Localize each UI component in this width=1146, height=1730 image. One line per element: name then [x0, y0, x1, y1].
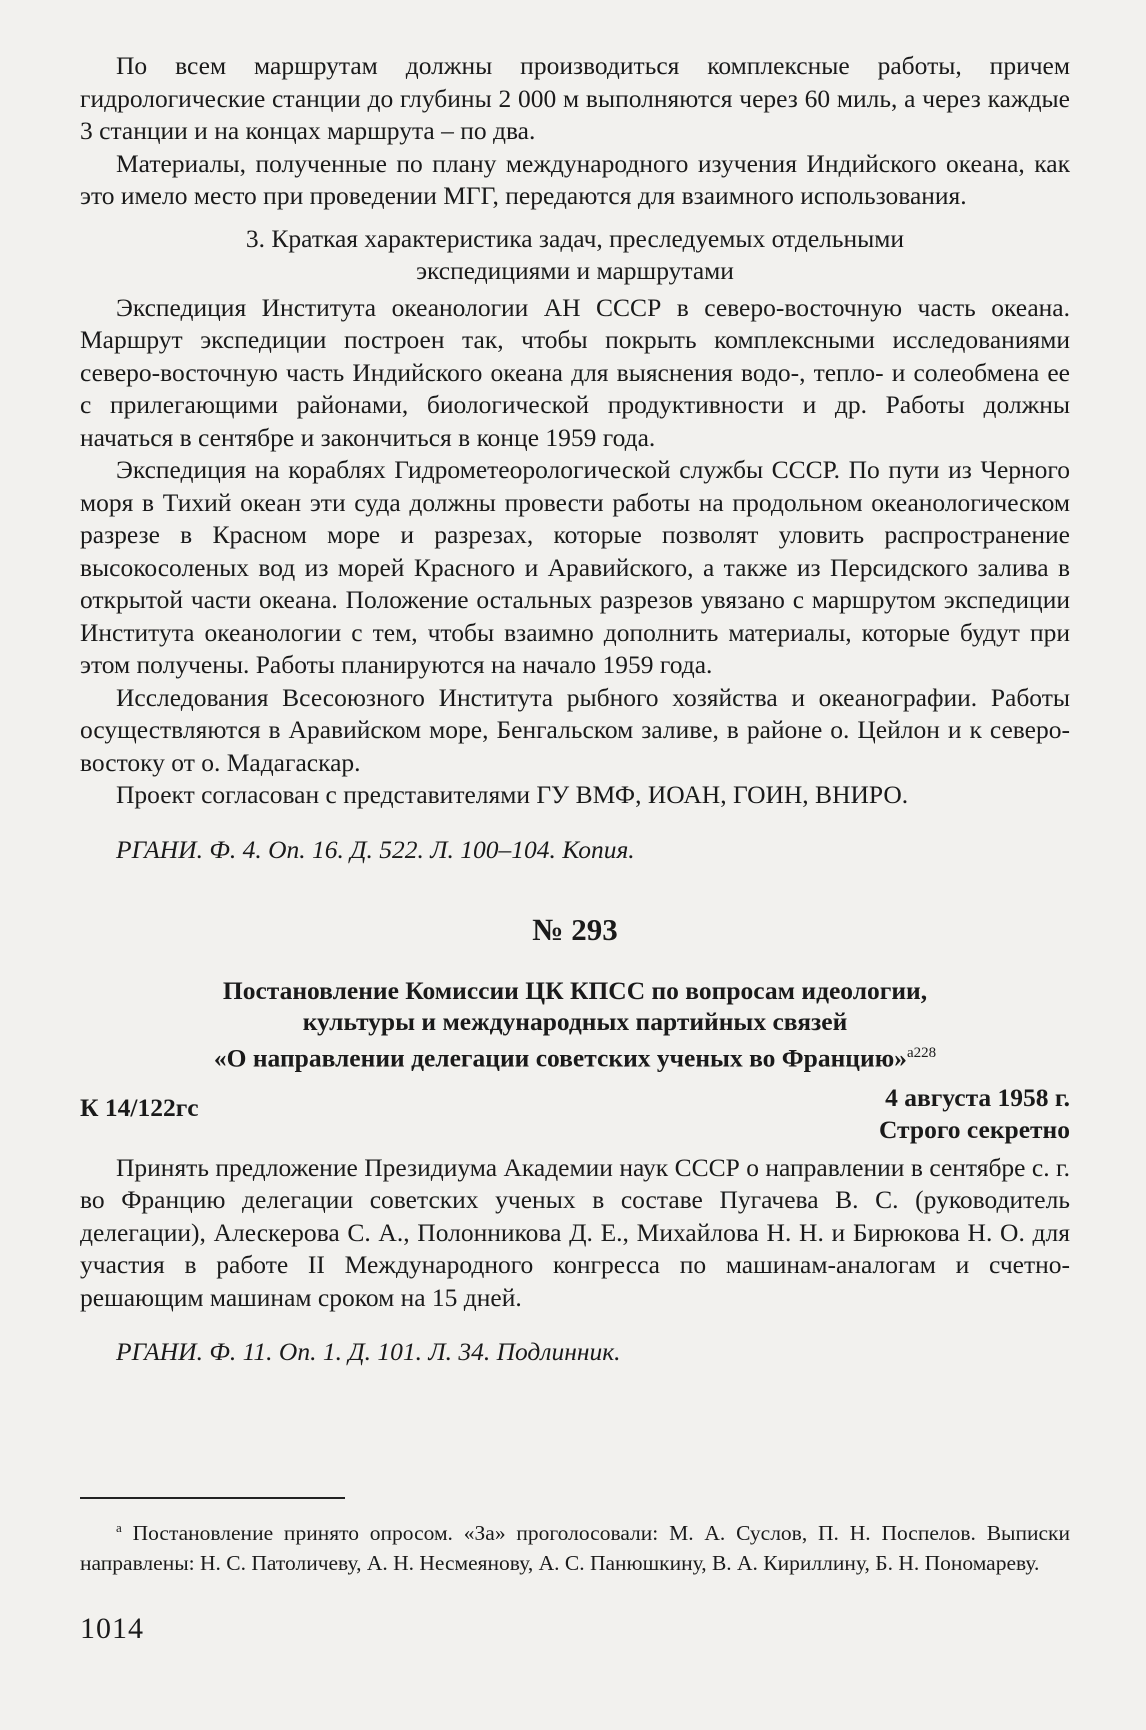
document-date-block	[879, 1082, 1070, 1147]
paragraph: Проект согласован с представителями ГУ ВМФ, ИОАН, ГОИН, ВНИРО.	[116, 780, 909, 809]
footnote	[80, 1513, 1070, 1578]
document-title-line: Постановление Комиссии ЦК КПСС по вопросам идеологии,	[222, 975, 928, 1005]
footnote-reference: а228	[906, 1044, 937, 1061]
document-number: № 293	[532, 912, 618, 947]
document-title	[80, 975, 1070, 1074]
document-body: Принять предложение Президиума Академии наук СССР о направлении в сентябре с. г. во Францию делегации советских ученых в составе Пугачева В. С. (руководитель делегации), Алескерова С. А., Полонникова Д. Е., Михайлова Н. Н. и Бирюкова Н. О. для участия в работе II Международного конгресса по машинам-аналогам и счетно-решающим машинам сроком на 15 дней.	[80, 1152, 1070, 1312]
paragraph: Экспедиция Института океанологии АН СССР в северо-восточную часть океана. Маршрут экспедиции построен так, чтобы покрыть комплексными исследованиями северо-восточную часть Индийского океана для выяснения водо-, тепло- и солеобмена ее с прилегающими районами, биологической продуктивности и др. Работы должны начаться в сентябре и закончиться в конце 1959 года.	[80, 292, 1070, 452]
document-meta	[80, 1082, 1070, 1152]
footnote-text: Постановление принято опросом. «За» проголосовали: М. А. Суслов, П. Н. Поспелов. Выписки направлены: Н. С. Патоличеву, А. Н. Несмеянову, А. С. Панюшкину, В. А. Кириллину, Б. Н. Пономареву.	[80, 1521, 1070, 1576]
section-heading-line: экспедициями и маршрутами	[416, 256, 734, 285]
footnote-divider	[80, 1497, 345, 1499]
document-reference: К 14/122гс	[80, 1092, 199, 1122]
paragraph: Материалы, полученные по плану международного изучения Индийского океана, как это имело место при проведении МГГ, передаются для взаимного использования.	[80, 148, 1070, 210]
document-date: 4 августа 1958 г.	[885, 1082, 1070, 1112]
document-page	[80, 50, 1070, 1369]
document-title-line: «О направлении делегации советских ученых во Францию»	[213, 1043, 907, 1072]
archive-source: РГАНИ. Ф. 11. Оп. 1. Д. 101. Л. 34. Подлинник.	[116, 1337, 621, 1366]
paragraph: Исследования Всесоюзного Института рыбного хозяйства и океанографии. Работы осуществляются в Аравийском море, Бенгальском заливе, в районе о. Цейлон и к северо-востоку от о. Мадагаскар.	[80, 682, 1070, 777]
classification-stamp: Строго секретно	[878, 1115, 1070, 1144]
section-heading	[80, 223, 1070, 288]
archive-source: РГАНИ. Ф. 4. Оп. 16. Д. 522. Л. 100–104. Копия.	[116, 834, 635, 864]
paragraph: По всем маршрутам должны производиться комплексные работы, причем гидрологические станции до глубины 2 000 м выполняются через 60 миль, а через каждые 3 станции и на концах маршрута – по два.	[80, 51, 1070, 145]
paragraph: Экспедиция на кораблях Гидрометеорологической службы СССР. По пути из Черного моря в Тихий океан эти суда должны провести работы на продольном океанологическом разрезе в Красном море и разрезах, которые позволят уловить распространение высокосоленых вод из морей Красного и Аравийского, а также из Персидского залива в открытой части океана. Положение остальных разрезов увязано с маршрутом экспедиции Института океанологии с тем, чтобы взаимно дополнить материалы, которые будут при этом получены. Работы планируются на начало 1959 года.	[80, 455, 1070, 679]
footnote-marker: а	[116, 1520, 122, 1535]
document-title-line: культуры и международных партийных связей	[302, 1007, 848, 1036]
section-heading-line: 3. Краткая характеристика задач, преследуемых отдельными	[245, 223, 905, 253]
page-number: 1014	[80, 1612, 144, 1645]
